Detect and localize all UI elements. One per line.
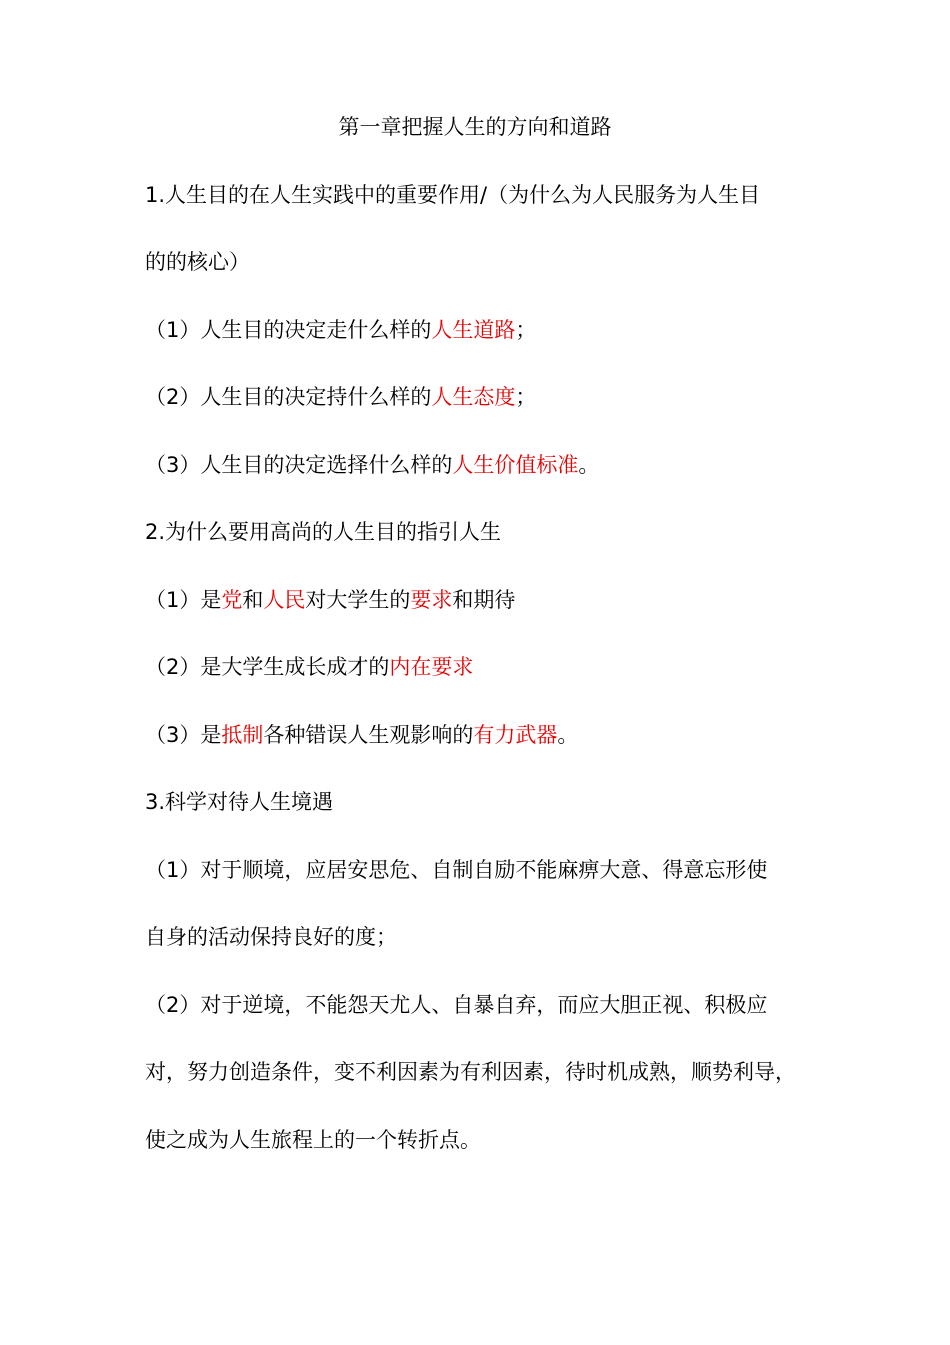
section-3-item-1-line-1: （1）对于顺境，应居安思危、自制自励不能麻痹大意、得意忘形使 bbox=[145, 858, 768, 882]
item-text: 和 bbox=[242, 588, 264, 612]
item-text: （3）人生目的决定选择什么样的 bbox=[145, 453, 453, 477]
section-2-item-3 bbox=[145, 718, 815, 752]
section-1-heading-line-1: 1.人生目的在人生实践中的重要作用/（为什么为人民服务为人生目 bbox=[145, 183, 761, 207]
highlight-text: 有力武器 bbox=[473, 723, 558, 747]
section-2-item-1 bbox=[145, 583, 815, 617]
item-text: 对大学生的 bbox=[305, 588, 411, 612]
section-1-item-1 bbox=[145, 313, 815, 347]
item-text: （1）是 bbox=[145, 588, 222, 612]
item-text: ； bbox=[515, 318, 537, 342]
section-3-heading: 3.科学对待人生境遇 bbox=[145, 790, 334, 814]
highlight-text: 党 bbox=[221, 588, 243, 612]
section-3-item-2-line-3: 使之成为人生旅程上的一个转折点。 bbox=[145, 1128, 481, 1152]
page-title: 第一章把握人生的方向和道路 bbox=[338, 115, 612, 139]
item-text: 和期待 bbox=[452, 588, 516, 612]
item-text: （1）人生目的决定走什么样的 bbox=[145, 318, 432, 342]
section-1-heading-line-2: 的的核心） bbox=[145, 250, 250, 274]
section-2-heading: 2.为什么要用高尚的人生目的指引人生 bbox=[145, 520, 502, 544]
section-1-item-2 bbox=[145, 380, 815, 414]
section-3-item-2-line-1: （2）对于逆境，不能怨天尤人、自暴自弃，而应大胆正视、积极应 bbox=[145, 993, 768, 1017]
highlight-text: 人生态度 bbox=[431, 385, 516, 409]
highlight-text: 人生道路 bbox=[431, 318, 516, 342]
section-2-item-2 bbox=[145, 650, 815, 684]
item-text: 各种错误人生观影响的 bbox=[263, 723, 474, 747]
item-text: 。 bbox=[578, 453, 600, 477]
highlight-text: 人民 bbox=[263, 588, 306, 612]
section-1-item-3 bbox=[145, 448, 815, 482]
item-text: （2）人生目的决定持什么样的 bbox=[145, 385, 432, 409]
section-3-item-1-line-2: 自身的活动保持良好的度； bbox=[145, 925, 397, 949]
highlight-text: 内在要求 bbox=[389, 655, 474, 679]
highlight-text: 要求 bbox=[410, 588, 453, 612]
item-text: 。 bbox=[557, 723, 579, 747]
highlight-text: 抵制 bbox=[221, 723, 264, 747]
item-text: ； bbox=[515, 385, 537, 409]
section-3-item-2-line-2: 对，努力创造条件，变不利因素为有利因素，待时机成熟，顺势利导， bbox=[145, 1060, 796, 1084]
item-text: （3）是 bbox=[145, 723, 222, 747]
highlight-text: 人生价值标准 bbox=[452, 453, 579, 477]
item-text: （2）是大学生成长成才的 bbox=[145, 655, 390, 679]
